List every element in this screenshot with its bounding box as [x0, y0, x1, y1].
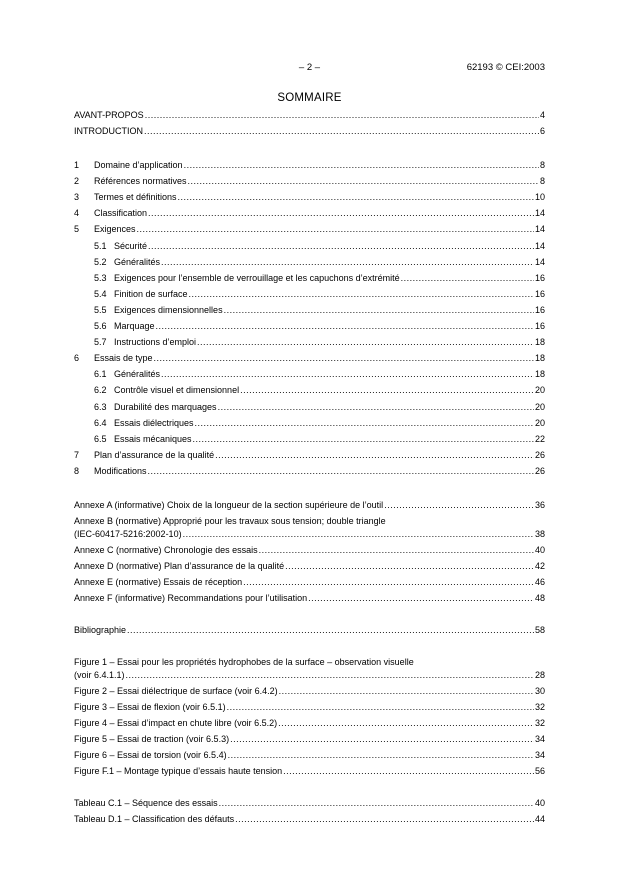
toc-entry[interactable]: [74, 288, 545, 301]
toc-entry-page: 28: [534, 669, 545, 680]
toc-entry-label: Finition de surface: [114, 288, 188, 299]
toc-entry-page: 32: [534, 717, 545, 728]
toc-entry-label: (voir 6.4.1.1): [74, 669, 125, 680]
toc-entry[interactable]: [74, 685, 545, 698]
toc-entry-label: Modifications: [94, 465, 147, 476]
toc-entry-page: 4: [539, 110, 545, 120]
toc-entry-label: AVANT-PROPOS: [74, 110, 144, 120]
toc-entry-label: Exigences pour l’ensemble de verrouillage et les capuchons d’extrémité: [114, 272, 400, 283]
dot-leader: [161, 256, 534, 269]
dot-leader: [154, 352, 534, 365]
document-reference: 62193 © CEI:2003: [466, 62, 545, 73]
toc-entry-page: 26: [534, 449, 545, 460]
dot-leader: [228, 749, 534, 762]
toc-entry[interactable]: [74, 624, 545, 637]
toc-entry-label: Sécurité: [114, 240, 148, 251]
dot-leader: [227, 701, 534, 714]
dot-leader: [240, 384, 534, 397]
toc-entry[interactable]: [74, 320, 545, 333]
dot-leader: [308, 592, 534, 605]
toc-entry-number: 5.4: [94, 288, 107, 299]
toc-entry[interactable]: [74, 544, 545, 557]
toc-entry-page: 14: [534, 256, 545, 267]
toc-entry[interactable]: [74, 576, 545, 589]
toc-entry-number: 5.7: [94, 337, 107, 348]
dot-leader: [148, 465, 534, 478]
toc-entry[interactable]: [74, 272, 545, 285]
dot-leader: [218, 401, 534, 414]
dot-leader: [230, 733, 534, 746]
dot-leader: [183, 528, 534, 541]
toc-entry-page: 18: [534, 369, 545, 380]
toc-entry-page: 6: [539, 126, 545, 137]
dot-leader: [178, 191, 534, 204]
toc-entry-label: Références normatives: [94, 176, 187, 187]
toc-entry-page: 16: [534, 288, 545, 299]
toc-entry-label: Figure 5 – Essai de traction (voir 6.5.3): [74, 733, 230, 744]
dot-leader: [279, 685, 534, 698]
toc-entry-number: 5.1: [94, 240, 107, 251]
toc-entry-page: 44: [534, 814, 545, 825]
toc-entry-label: Annexe F (informative) Recommandations pour l’utilisation: [74, 593, 308, 603]
toc-entry-label: Annexe B (normative) Approprié pour les travaux sous tension; double triangle: [74, 516, 386, 527]
toc-entry-label: Exigences: [94, 224, 136, 235]
toc-entry-page: 10: [534, 192, 545, 203]
toc-entry-label: Annexe C (normative) Chronologie des essais: [74, 544, 258, 555]
toc-entry-number: 1: [74, 160, 80, 170]
toc-entry[interactable]: [74, 352, 545, 365]
toc-entry-page: 40: [534, 544, 545, 555]
toc-entry-label: Plan d’assurance de la qualité: [94, 449, 215, 460]
toc-entry[interactable]: [74, 433, 545, 446]
toc-entry[interactable]: [74, 336, 545, 349]
toc-entry-label: Termes et définitions: [94, 192, 177, 203]
dot-leader: [126, 669, 534, 682]
toc-entry-label: (IEC-60417-5216:2002-10): [74, 528, 182, 539]
dot-leader: [224, 304, 534, 317]
toc-entry-page: 14: [534, 240, 545, 251]
toc-entry[interactable]: [74, 384, 545, 397]
toc-entry-label: Figure 3 – Essai de flexion (voir 6.5.1): [74, 701, 226, 712]
toc-entry-label: Marquage: [114, 321, 155, 331]
toc-entry-label: Figure 1 – Essai pour les propriétés hydrophobes de la surface – observation visuelle: [74, 657, 414, 667]
dot-leader: [259, 544, 534, 557]
toc-entry-number: 6.2: [94, 385, 107, 396]
page-number: – 2 –: [298, 62, 321, 73]
dot-leader: [145, 109, 539, 122]
toc-entry-page: 30: [534, 685, 545, 696]
toc-entry-label: Généralités: [114, 369, 161, 380]
toc-entry[interactable]: [74, 749, 545, 762]
toc-entry[interactable]: [74, 368, 545, 381]
toc-entry-page: 42: [534, 560, 545, 571]
toc-entry-label: Contrôle visuel et dimensionnel: [114, 385, 240, 396]
dot-leader: [193, 433, 534, 446]
toc-entry[interactable]: [74, 207, 545, 220]
toc-entry-number: 3: [74, 192, 80, 203]
toc-entry-page: 22: [534, 433, 545, 444]
toc-entry[interactable]: [74, 592, 545, 605]
dot-leader: [161, 368, 534, 381]
toc-entry-label: INTRODUCTION: [74, 126, 143, 137]
toc-entry-label: Durabilité des marquages: [114, 401, 217, 412]
toc-entry[interactable]: [74, 159, 545, 172]
toc-entry-label: Figure 2 – Essai diélectrique de surface (voir 6.4.2): [74, 685, 278, 696]
toc-entry[interactable]: [74, 125, 545, 138]
dot-leader: [278, 717, 534, 730]
toc-entry-label: Instructions d’emploi: [114, 337, 197, 348]
toc-entry[interactable]: [74, 813, 545, 826]
dot-leader: [195, 417, 534, 430]
toc-entry-page: 56: [534, 766, 545, 777]
toc-entry[interactable]: [74, 240, 545, 253]
toc-entry-page: 20: [534, 401, 545, 412]
toc-entry-page: 34: [534, 750, 545, 760]
toc-entry-label: Bibliographie: [74, 625, 127, 635]
toc-entry[interactable]: [74, 401, 545, 414]
toc-entry[interactable]: [74, 256, 545, 269]
toc-entry-page: 14: [534, 208, 545, 219]
dot-leader: [188, 175, 539, 188]
toc-entry[interactable]: [74, 191, 545, 204]
toc-entry-label: Figure 6 – Essai de torsion (voir 6.5.4): [74, 750, 227, 760]
toc-entry-page: 14: [534, 224, 545, 235]
toc-entry-page: 34: [534, 733, 545, 744]
toc-entry-label: Annexe A (informative) Choix de la longueur de la section supérieure de l’outil: [74, 500, 384, 510]
dot-leader: [127, 624, 534, 637]
toc-title: SOMMAIRE: [277, 92, 342, 104]
toc-entry-number: 6.3: [94, 401, 107, 412]
toc-entry-page: 16: [534, 272, 545, 283]
toc-entry-page: 8: [539, 176, 545, 187]
toc-entry-page: 38: [534, 528, 545, 539]
toc-entry-page: 46: [534, 576, 545, 587]
dot-leader: [156, 320, 534, 333]
dot-leader: [384, 499, 534, 512]
toc-entry-page: 32: [534, 701, 545, 712]
toc-entry-label: Annexe D (normative) Plan d’assurance de la qualité: [74, 560, 285, 571]
toc-entry-label: Essais mécaniques: [114, 433, 192, 444]
toc-entry-page: 16: [534, 321, 545, 331]
toc-entry-label: Classification: [94, 208, 148, 219]
toc-entry-number: 6: [74, 353, 80, 364]
toc-entry-page: 36: [534, 500, 545, 510]
dot-leader: [243, 576, 534, 589]
toc-entry-page: 18: [534, 337, 545, 348]
toc-entry-number: 4: [74, 208, 80, 219]
toc-entry-label: Annexe E (normative) Essais de réception: [74, 576, 243, 587]
toc-entry[interactable]: [74, 465, 545, 478]
toc-entry-number: 5.2: [94, 256, 107, 267]
toc-entry[interactable]: [74, 717, 545, 730]
dot-leader: [285, 560, 534, 573]
toc-entry[interactable]: [74, 701, 545, 714]
toc-entry[interactable]: [74, 223, 545, 236]
toc-entry-page: 48: [534, 593, 545, 603]
toc-entry-number: 6.1: [94, 369, 107, 380]
toc-entry-label: Généralités: [114, 256, 161, 267]
toc-entry[interactable]: [74, 797, 545, 810]
dot-leader: [215, 449, 534, 462]
toc-entry[interactable]: [74, 733, 545, 746]
toc-entry[interactable]: [74, 175, 545, 188]
toc-entry[interactable]: [74, 449, 545, 462]
dot-leader: [197, 336, 534, 349]
toc-entry-number: 5.6: [94, 321, 107, 331]
toc-entry-label: Tableau D.1 – Classification des défauts: [74, 814, 235, 825]
toc-entry-page: 18: [534, 353, 545, 364]
toc-entry[interactable]: [74, 109, 545, 122]
toc-entry-label: Essais diélectriques: [114, 417, 194, 428]
dot-leader: [235, 813, 534, 826]
toc-entry-label: Exigences dimensionnelles: [114, 304, 223, 315]
toc-entry-number: 5.5: [94, 304, 107, 315]
toc-entry-label: Figure 4 – Essai d’impact en chute libre (voir 6.5.2): [74, 717, 278, 728]
toc-entry-number: 2: [74, 176, 80, 187]
dot-leader: [401, 272, 534, 285]
dot-leader: [144, 125, 539, 138]
toc-entry[interactable]: [74, 304, 545, 317]
toc-entry[interactable]: [74, 499, 545, 512]
dot-leader: [283, 765, 534, 778]
toc-entry-page: 16: [534, 304, 545, 315]
toc-entry-number: 5: [74, 224, 80, 235]
toc-entry-page: 20: [534, 417, 545, 428]
dot-leader: [148, 207, 534, 220]
toc-entry-page: 26: [534, 465, 545, 476]
toc-entry[interactable]: [74, 528, 545, 541]
dot-leader: [184, 159, 539, 172]
toc-entry-label: Figure F.1 – Montage typique d’essais haute tension: [74, 766, 283, 777]
toc-entry-page: 8: [539, 160, 545, 170]
toc-entry-number: 6.5: [94, 433, 107, 444]
toc-entry-page: 58: [534, 625, 545, 635]
toc-entry-number: 7: [74, 449, 80, 460]
toc-entry-page: 20: [534, 385, 545, 396]
toc-entry[interactable]: [74, 560, 545, 573]
toc-entry-number: 6.4: [94, 417, 107, 428]
toc-entry[interactable]: [74, 417, 545, 430]
toc-entry-label: Domaine d’application: [94, 160, 183, 170]
toc-entry-page: 40: [534, 798, 545, 808]
dot-leader: [148, 240, 534, 253]
toc-entry-number: 5.3: [94, 272, 107, 283]
dot-leader: [189, 288, 534, 301]
toc-entry-label: Essais de type: [94, 353, 153, 364]
dot-leader: [137, 223, 534, 236]
dot-leader: [219, 797, 534, 810]
toc-entry[interactable]: [74, 765, 545, 778]
toc-entry[interactable]: [74, 669, 545, 682]
toc-entry-label: Tableau C.1 – Séquence des essais: [74, 798, 218, 808]
toc-entry-number: 8: [74, 465, 80, 476]
